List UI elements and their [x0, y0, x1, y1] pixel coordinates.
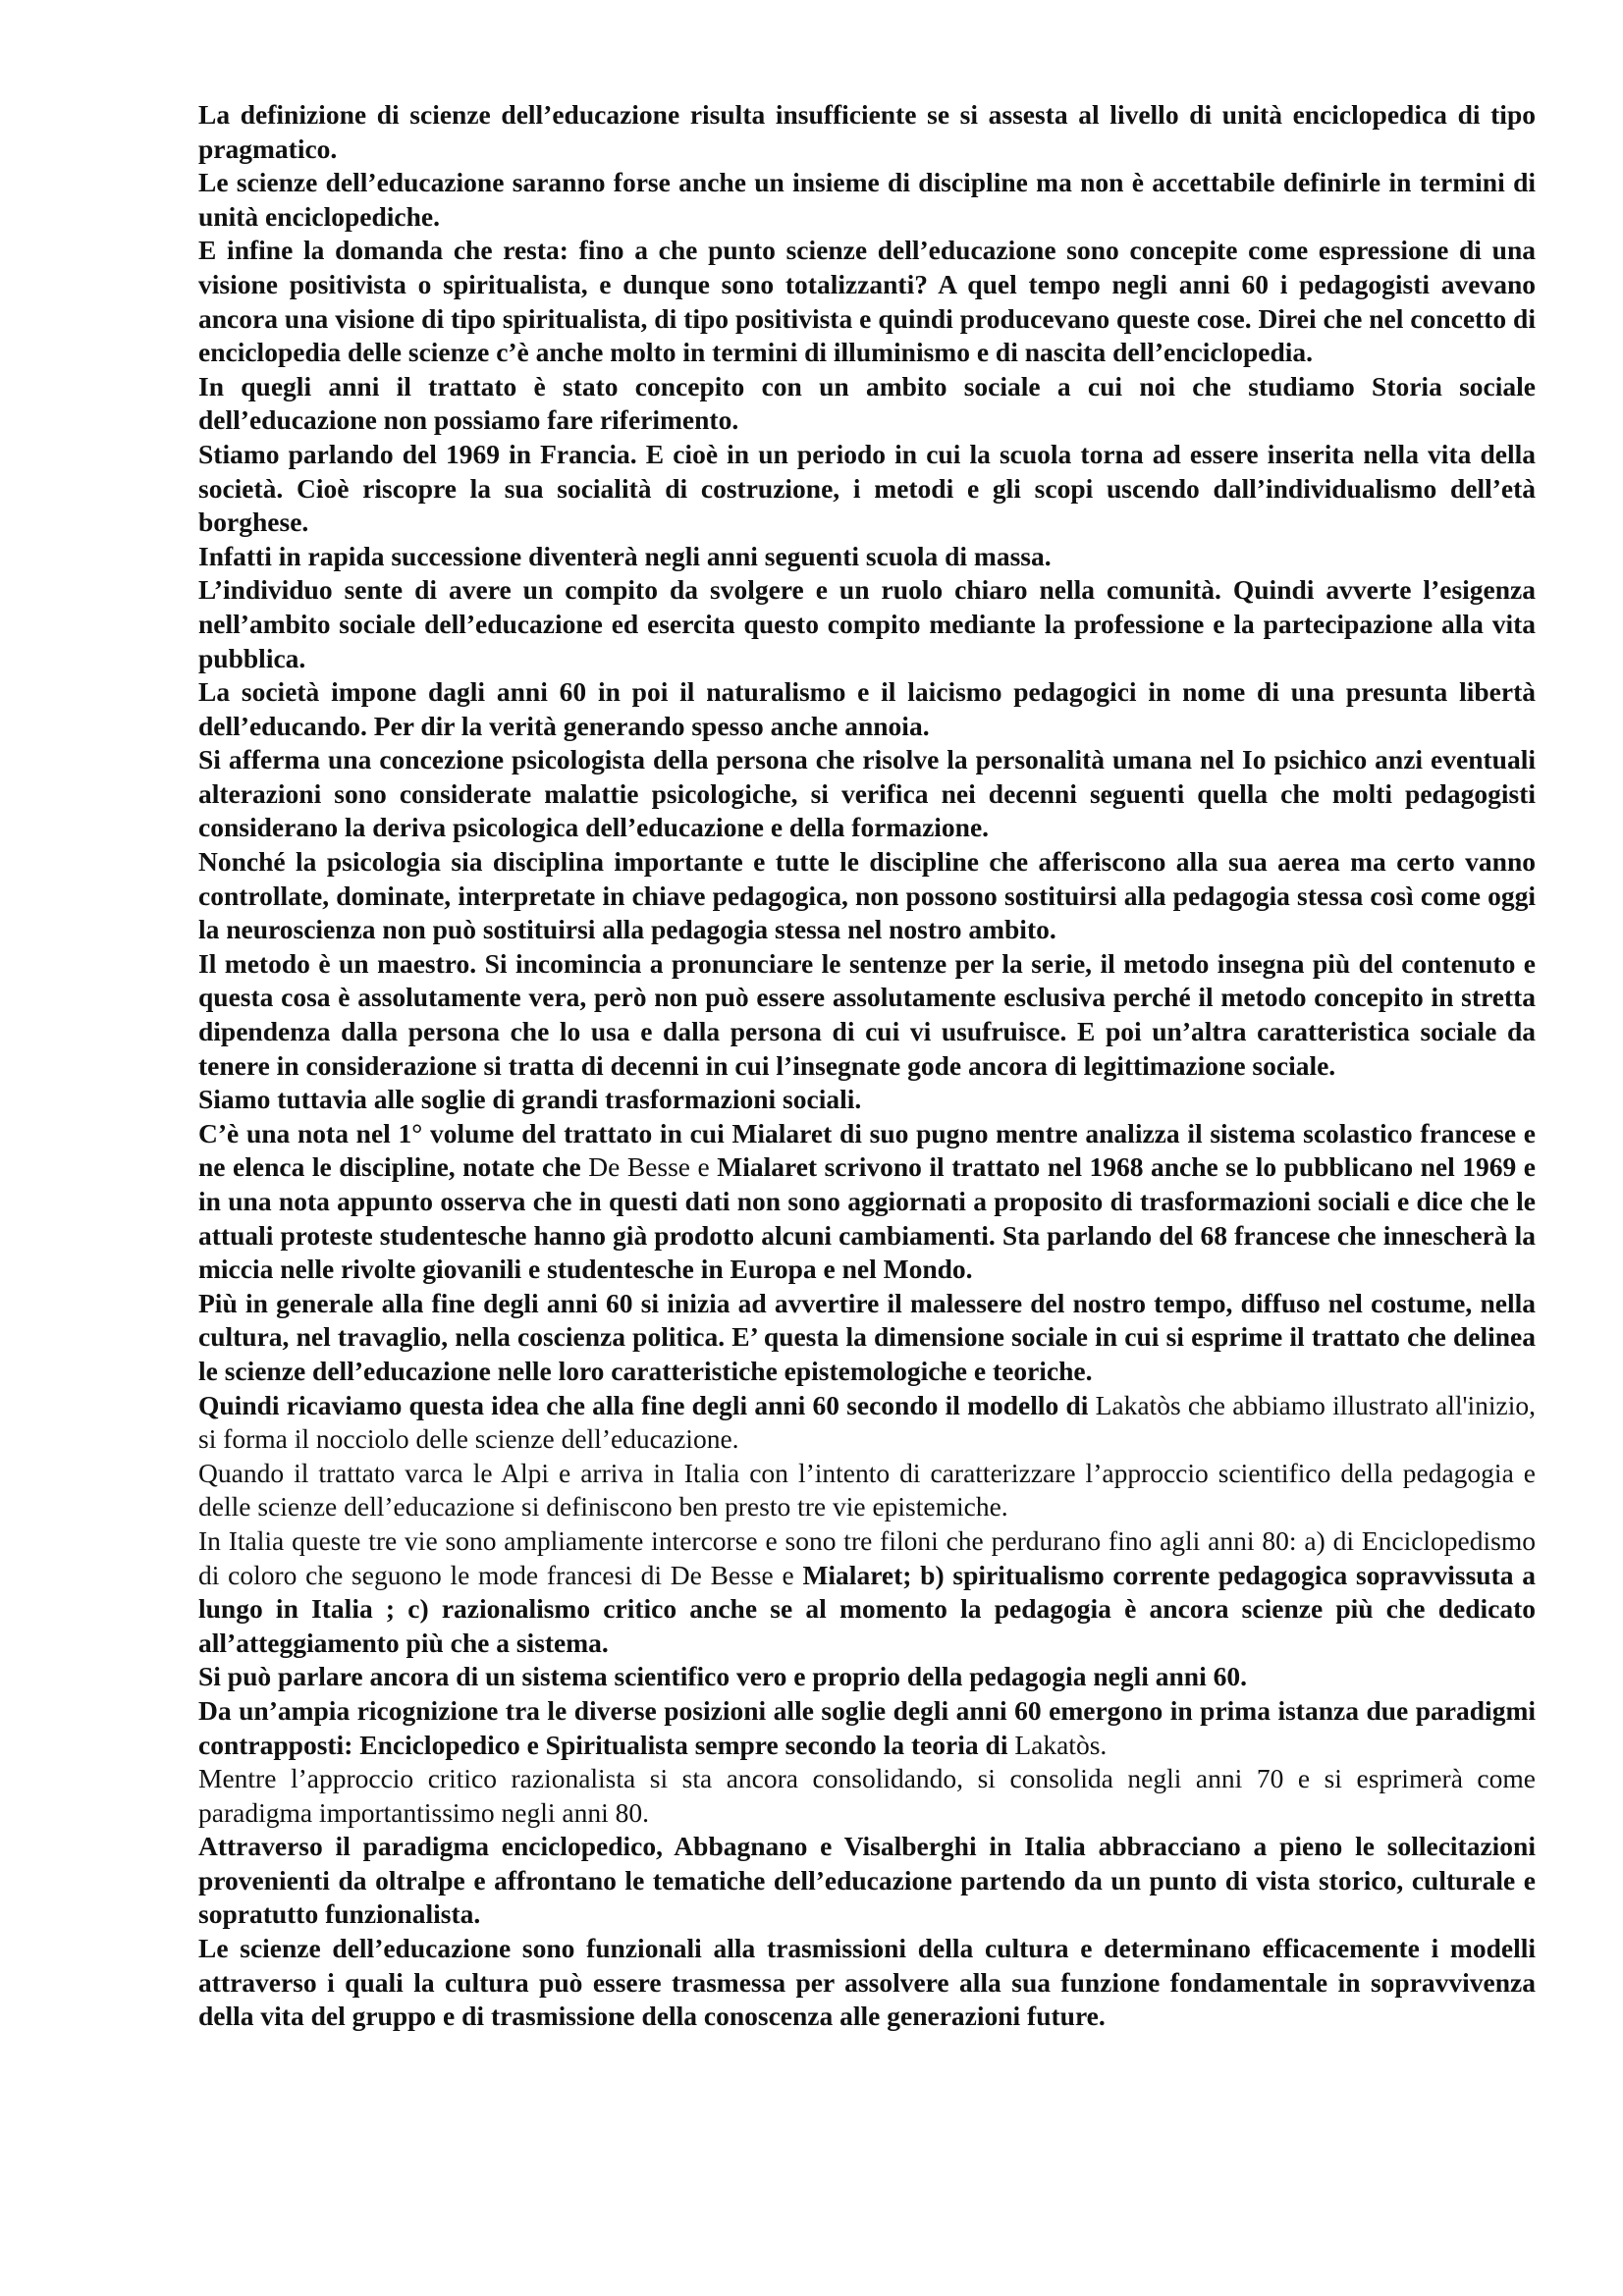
document-body — [198, 98, 1536, 2034]
paragraph-text: E infine la domanda che resta: fino a che punto scienze dell’educazione sono concepite come espressione di una visione positivista o spiritualista, e dunque sono totalizzanti? A quel tempo negli anni 60 i pedagogisti avevano ancora una visione di tipo spiritualista, di tipo positivista e quindi producevano queste cose. Direi che nel concetto di enciclopedia delle scienze c’è anche molto in termini di illuminismo e di nascita dell’enciclopedia. — [198, 235, 1536, 368]
paragraph — [198, 1083, 1536, 1117]
paragraph-text: Mialaret scrivono il trattato nel 1968 anche se lo pubblicano nel 1969 e in una nota appunto osserva che in questi dati non sono aggiornati a proposito di trasformazioni sociali e dice che le attuali proteste studentesche hanno già prodotto alcuni cambiamenti. Sta parlando del 68 francese che innescherà la miccia nelle rivolte giovanili e studentesche in Europa e nel Mondo. — [198, 1151, 1536, 1285]
paragraph — [198, 743, 1536, 845]
paragraph-text: Lakatòs che abbiamo illustrato all'inizio, si forma il nocciolo delle scienze dell’educazione. — [198, 1389, 1536, 1455]
paragraph — [198, 947, 1536, 1083]
paragraph-text: Nonché la psicologia sia disciplina importante e tutte le discipline che afferiscono alla sua aerea ma certo vanno controllate, dominate, interpretate in chiave pedagogica, non possono sostituirsi alla pedagogia stessa così come oggi la neuroscienza non può sostituirsi alla pedagogia stessa nel nostro ambito. — [198, 846, 1536, 945]
paragraph-text: In quegli anni il trattato è stato concepito con un ambito sociale a cui noi che studiamo Storia sociale dell’educazione non possiamo fare riferimento. — [198, 370, 1536, 436]
paragraph — [198, 573, 1536, 675]
paragraph-text: La società impone dagli anni 60 in poi il naturalismo e il laicismo pedagogici in nome di una presunta libertà dell’educando. Per dir la verità generando spesso anche annoia. — [198, 676, 1536, 741]
paragraph — [198, 1117, 1536, 1287]
paragraph-text: Mentre l’approccio critico razionalista si sta ancora consolidando, si consolida negli anni 70 e si esprimerà come paradigma importantissimo negli anni 80. — [198, 1763, 1536, 1828]
paragraph — [198, 845, 1536, 947]
paragraph-text: Attraverso il paradigma enciclopedico, Abbagnano e Visalberghi in Italia abbracciano a pieno le sollecitazioni provenienti da oltralpe e affrontano le tematiche dell’educazione partendo da un punto di vista storico, culturale e sopratutto funzionalista. — [198, 1831, 1536, 1930]
paragraph-text: Siamo tuttavia alle soglie di grandi trasformazioni sociali. — [198, 1084, 862, 1115]
paragraph-text: Stiamo parlando del 1969 in Francia. E cioè in un periodo in cui la scuola torna ad essere inserita nella vita della società. Cioè riscopre la sua socialità di costruzione, i metodi e gli scopi uscendo dall’individualismo dell’età borghese. — [198, 438, 1536, 538]
paragraph — [198, 1287, 1536, 1389]
paragraph — [198, 540, 1536, 574]
paragraph — [198, 370, 1536, 438]
paragraph — [198, 438, 1536, 540]
paragraph-text: Da un’ampia ricognizione tra le diverse posizioni alle soglie degli anni 60 emergono in prima istanza due paradigmi contrapposti: Enciclopedico e Spiritualista sempre secondo la teoria di — [198, 1694, 1536, 1760]
paragraph-text: L’individuo sente di avere un compito da svolgere e un ruolo chiaro nella comunità. Quindi avverte l’esigenza nell’ambito sociale dell’educazione ed esercita questo compito mediante la professione e la partecipazione alla vita pubblica. — [198, 574, 1536, 673]
paragraph — [198, 1830, 1536, 1932]
paragraph-text: Le scienze dell’educazione sono funzionali alla trasmissioni della cultura e determinano efficacemente i modelli attraverso i quali la cultura può essere trasmessa per assolvere alla sua funzione fondamentale in sopravvivenza della vita del gruppo e di trasmissione della conoscenza alle generazioni future. — [198, 1933, 1536, 2032]
paragraph-text: In Italia queste tre vie sono ampliamente intercorse e sono tre filoni che perdurano fino agli anni 80: a) di Enciclopedismo di coloro che seguono le mode francesi di De Besse e — [198, 1524, 1536, 1590]
paragraph-text: Quindi ricaviamo questa idea che alla fine degli anni 60 secondo il modello di — [198, 1389, 1096, 1420]
paragraph — [198, 1389, 1536, 1457]
paragraph-text: De Besse e — [588, 1151, 718, 1183]
paragraph — [198, 1660, 1536, 1694]
paragraph-text: Si può parlare ancora di un sistema scientifico vero e proprio della pedagogia negli anni 60. — [198, 1661, 1247, 1692]
paragraph-text: Infatti in rapida successione diventerà negli anni seguenti scuola di massa. — [198, 540, 1052, 571]
paragraph — [198, 234, 1536, 369]
paragraph-text: Si afferma una concezione psicologista della persona che risolve la personalità umana nel Io psichico anzi eventuali alterazioni sono considerate malattie psicologiche, si verifica nei decenni seguenti quella che molti pedagogisti considerano la deriva psicologica dell’educazione e della formazione. — [198, 744, 1536, 843]
paragraph — [198, 1457, 1536, 1524]
paragraph-text: Le scienze dell’educazione saranno forse anche un insieme di discipline ma non è accettabile definirle in termini di unità enciclopediche. — [198, 167, 1536, 232]
paragraph — [198, 675, 1536, 743]
paragraph — [198, 1762, 1536, 1830]
paragraph-text: La definizione di scienze dell’educazione risulta insufficiente se si assesta al livello di unità enciclopedica di tipo pragmatico. — [198, 99, 1536, 164]
paragraph — [198, 166, 1536, 234]
paragraph-text: Mialaret; b) spiritualismo corrente pedagogica sopravvissuta a lungo in Italia ; c) razionalismo critico anche se al momento la pedagogia è ancora scienze più che dedicato all’atteggiamento più che a sistema. — [198, 1559, 1536, 1658]
paragraph — [198, 1932, 1536, 2034]
paragraph — [198, 98, 1536, 166]
paragraph-text: Lakatòs. — [1014, 1729, 1108, 1760]
paragraph — [198, 1524, 1536, 1660]
paragraph-text: Il metodo è un maestro. Si incomincia a pronunciare le sentenze per la serie, il metodo insegna più del contenuto e questa cosa è assolutamente vera, però non può essere assolutamente esclusiva perché il metodo concepito in stretta dipendenza dalla persona che lo usa e dalla persona di cui vi usufruisce. E poi un’altra caratteristica sociale da tenere in considerazione si tratta di decenni in cui l’insegnate gode ancora di legittimazione sociale. — [198, 947, 1536, 1081]
paragraph-text: C’è una nota nel 1° volume del trattato in cui Mialaret di suo pugno mentre analizza il sistema scolastico francese e ne elenca le discipline, notate che — [198, 1117, 1536, 1183]
paragraph-text: Più in generale alla fine degli anni 60 si inizia ad avvertire il malessere del nostro tempo, diffuso nel costume, nella cultura, nel travaglio, nella coscienza politica. E’ questa la dimensione sociale in cui si esprime il trattato che delinea le scienze dell’educazione nelle loro caratteristiche epistemologiche e teoriche. — [198, 1287, 1536, 1386]
paragraph-text: Quando il trattato varca le Alpi e arriva in Italia con l’intento di caratterizzare l’approccio scientifico della pedagogia e delle scienze dell’educazione si definiscono ben presto tre vie epistemiche. — [198, 1457, 1536, 1522]
paragraph — [198, 1694, 1536, 1762]
